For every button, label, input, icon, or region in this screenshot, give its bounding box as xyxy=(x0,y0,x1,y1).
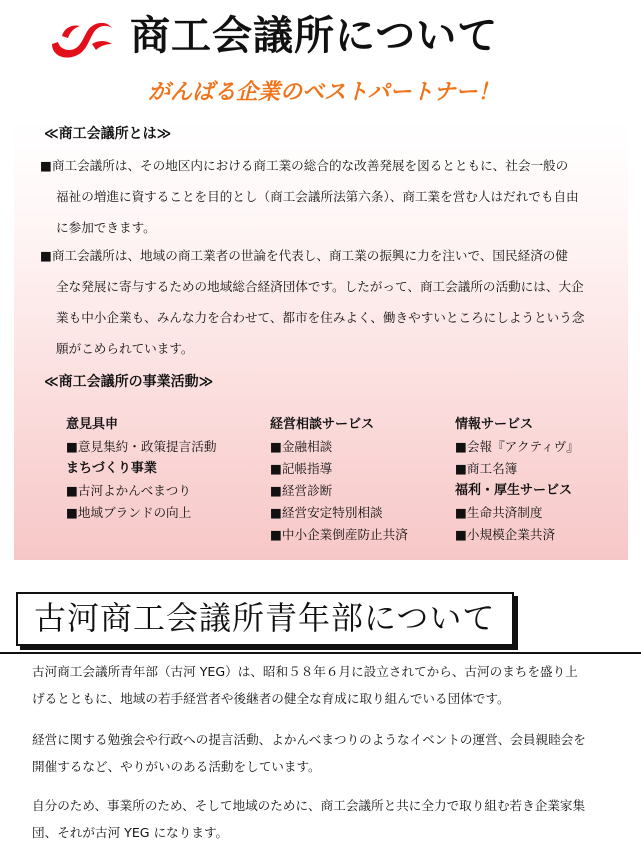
activities-heading: ≪商工会議所の事業活動≫ xyxy=(44,374,214,390)
activity-item: ■経営診断 xyxy=(270,483,333,498)
activity-item: ■地域ブランドの向上 xyxy=(66,505,192,520)
activity-item: まちづくり事業 xyxy=(66,461,157,476)
paragraph-line: 開催するなど、やりがいのある活動をしています。 xyxy=(32,759,321,774)
paragraph-line: 古河商工会議所青年部（古河 YEG）は、昭和５８年６月に設立されてから、古河のまちを盛り上 xyxy=(32,664,578,679)
about-paragraph-2 xyxy=(40,240,606,364)
yeg-paragraph-2 xyxy=(32,726,632,780)
activity-item: 福利・厚生サービス xyxy=(455,483,573,498)
activity-item: 意見具申 xyxy=(66,417,119,432)
activity-column-1 xyxy=(66,414,246,524)
yeg-title: 古河商工会議所青年部について xyxy=(34,599,496,637)
paragraph-line: 福祉の増進に資することを目的とし（商工会議所法第六条）、商工業を営む人はだれでも自由 xyxy=(56,189,579,204)
activity-item: ■生命共済制度 xyxy=(455,505,543,520)
paragraph-line: 全な発展に寄与するための地域総合経済団体です。したがって、商工会議所の活動には、大企 xyxy=(56,279,584,294)
paragraph-line: ■商工会議所は、その地区内における商工業の総合的な改善発展を図るとともに、社会一般の xyxy=(40,158,569,173)
activity-item: ■金融相談 xyxy=(270,439,333,454)
activity-item: ■経営安定特別相談 xyxy=(270,505,383,520)
activity-item: ■記帳指導 xyxy=(270,461,333,476)
chamber-logo-icon xyxy=(48,14,116,62)
paragraph-line: 業も中小企業も、みんな力を合わせて、都市を住みよく、働きやすいところにしようという念 xyxy=(56,310,585,325)
yeg-paragraph-1 xyxy=(32,658,632,712)
activity-item: 経営相談サービス xyxy=(270,417,375,432)
activity-item: ■商工名簿 xyxy=(455,461,518,476)
about-paragraph-1 xyxy=(40,150,606,243)
activity-column-3 xyxy=(455,414,635,546)
paragraph-line: 自分のため、事業所のため、そして地域のために、商工会議所と共に全力で取り組む若き企業家集 xyxy=(32,798,586,813)
paragraph-line: 経営に関する勉強会や行政への提言活動、よかんべまつりのようなイベントの運営、会員親睦会を xyxy=(32,732,586,747)
paragraph-line: ■商工会議所は、地域の商工業者の世論を代表し、商工業の振興に力を注いで、国民経済の健 xyxy=(40,248,568,263)
activity-item: ■古河よかんべまつり xyxy=(66,483,191,498)
yeg-paragraph-3 xyxy=(32,792,632,846)
paragraph-line: に参加できます。 xyxy=(56,220,156,235)
about-heading: ≪商工会議所とは≫ xyxy=(44,126,172,142)
paragraph-line: 願がこめられています。 xyxy=(56,341,194,356)
activity-item: ■会報『アクティヴ』 xyxy=(455,439,579,454)
divider xyxy=(0,652,641,654)
page-title: 商工会議所について xyxy=(130,13,499,59)
paragraph-line: げるとともに、地域の若手経営者や後継者の健全な育成に取り組んでいる団体です。 xyxy=(32,691,510,706)
activity-column-2 xyxy=(270,414,450,546)
activity-item: ■意見集約・政策提言活動 xyxy=(66,439,217,454)
activity-item: ■小規模企業共済 xyxy=(455,527,556,542)
paragraph-line: 団、それが古河 YEG になります。 xyxy=(32,825,229,840)
activity-item: ■中小企業倒産防止共済 xyxy=(270,527,408,542)
tagline: がんばる企業のベストパートナー！ xyxy=(148,80,500,105)
activity-item: 情報サービス xyxy=(455,417,534,432)
